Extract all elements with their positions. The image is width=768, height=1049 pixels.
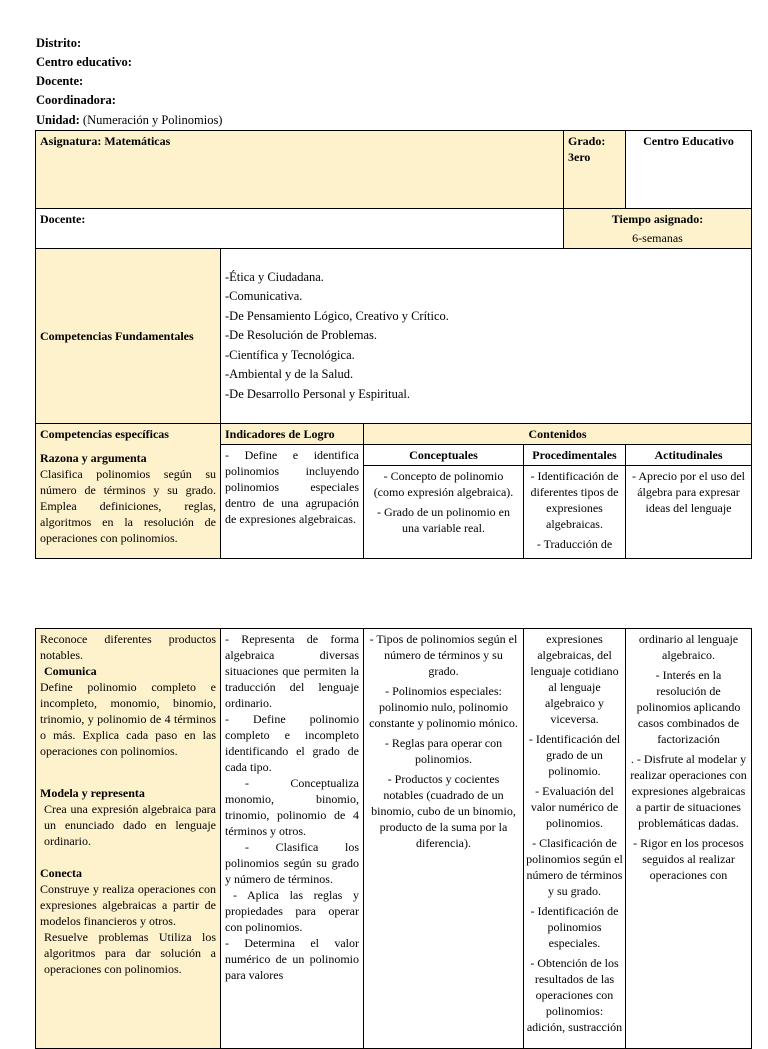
conceptuales-cell [364,629,524,1049]
tiempo-value: 6-semanas [632,231,683,245]
conceptual-item: - Productos y cocientes notables (cuadrado de un binomio, cubo de un binomio, producto de la suma por la diferencia). [371,772,516,850]
planning-table-1 [35,130,752,559]
indicador-cell: - Define e identifica polinomios incluyendo polinomios especiales dentro de una agrupación de expresiones algebraicas. [221,445,364,559]
procedimental-item: expresiones algebraicas, del lenguaje cotidiano al lenguaje algebraico y viceversa. [530,632,619,726]
centro-educativo-label: Centro educativo: [36,55,132,69]
contenidos-label: Contenidos [364,424,752,445]
procedimentales-cell [524,629,626,1049]
competencias-fundamentales-list [221,249,752,424]
competencia-item: -Ética y Ciudadana. [225,269,324,284]
indicador-item: - Conceptualiza monomio, binomio, trinomio, polinomio de 4 términos y otros. [225,776,359,838]
asignatura-cell: Asignatura: Matemáticas [36,131,564,209]
grado-cell [564,131,626,209]
competencias-cell [36,629,221,1049]
procedimentales-label: Procedimentales [524,445,626,466]
indicador-item: - Aplica las reglas y propiedades para operar con polinomios. [225,888,359,934]
tiempo-cell [564,209,752,249]
competencias-especificas-label: Competencias específicas [40,427,169,441]
actitudinal-item: - Rigor en los procesos seguidos al realizar operaciones con [633,836,744,882]
actitudinal-item: . - Disfrute al modelar y realizar operaciones con expresiones algebraicas a partir de situaciones problemáticas dadas. [630,752,747,830]
competencia-item: -Comunicativa. [225,289,303,304]
conceptual-item: - Concepto de polinomio (como expresión algebraica). [373,469,514,499]
indicador-item: - Representa de forma algebraica diversas situaciones que permiten la traducción del lenguaje ordinario. [225,632,359,710]
unidad-line: Unidad: (Numeración y Polinomios) [36,113,223,127]
reconoce-text: Reconoce diferentes productos notables. [40,632,216,662]
docente-cell: Docente: [36,209,564,249]
conceptual-item: - Grado de un polinomio en una variable real. [377,505,510,535]
planning-table-2 [35,628,752,1049]
actitudinales-label: Actitudinales [626,445,752,466]
competencia-item: -De Resolución de Problemas. [225,328,378,343]
resuelve-text: Resuelve problemas Utiliza los algoritmos para dar solución a operaciones con polinomios. [44,930,216,976]
procedimental-item: - Identificación de polinomios especiales. [530,904,619,950]
conceptuales-cell [364,466,524,559]
modela-text: Crea una expresión algebraica para un enunciado dado en lenguaje ordinario. [44,802,216,848]
indicador-item: - Clasifica los polinomios según su grado y número de términos. [225,840,359,886]
conecta-heading: Conecta [40,866,82,880]
conceptual-item: - Tipos de polinomios según el número de términos y su grado. [369,632,518,678]
competencia-item: -De Pensamiento Lógico, Creativo y Crítico. [225,308,449,323]
procedimental-item: - Evaluación del valor numérico de polinomios. [530,784,619,830]
distrito-label: Distrito: [36,36,82,50]
actitudinales-cell: - Aprecio por el uso del álgebra para expresar ideas del lenguaje [626,466,752,559]
indicadores-cell [221,629,364,1049]
actitudinales-cell [626,629,752,1049]
competencia-item: -Ambiental y de la Salud. [225,367,354,382]
tiempo-label: Tiempo asignado: [611,212,704,226]
modela-heading: Modela y representa [40,786,145,800]
indicador-item: - Determina el valor numérico de un polinomio para valores [225,936,359,982]
competencias-fundamentales-label: Competencias Fundamentales [36,249,221,424]
razona-heading: Razona y argumenta [40,451,147,465]
procedimental-item: - Identificación del grado de un polinomio. [528,732,621,778]
procedimental-item: - Obtención de los resultados de las operaciones con polinomios: adición, sustracción [526,956,623,1034]
grado-label: Grado: [568,134,606,148]
competencia-item: -Científica y Tecnológica. [225,347,355,362]
indicador-item: - Define polinomio completo e incompleto identificando el grado de cada tipo. [225,712,359,774]
comunica-text: Define polinomio completo e incompleto, monomio, binomio, trinomio, y polinomio de 4 términos o más. Explica cada paso en las operaciones con polinomios. [40,680,216,758]
indicadores-label: Indicadores de Logro [221,424,364,445]
razona-text: Clasifica polinomios según su número de términos y su grado. Emplea definiciones, reglas, algoritmos en la resolución de operaciones con polinomios. [40,467,216,545]
conceptual-item: - Reglas para operar con polinomios. [384,736,503,766]
coordinadora-label: Coordinadora: [36,93,116,107]
conceptuales-label: Conceptuales [364,445,524,466]
actitudinal-item: ordinario al lenguaje algebraico. [638,632,739,662]
procedimental-item: - Identificación de diferentes tipos de expresiones algebraicas. [530,469,619,531]
grado-value: 3ero [568,150,591,164]
comunica-heading: Comunica [44,664,97,678]
unidad-value: (Numeración y Polinomios) [82,113,223,127]
conecta-text: Construye y realiza operaciones con expresiones algebraicas a partir de modelos financieros y otros. [40,882,216,928]
procedimental-item: - Clasificación de polinomios según el número de términos y su grado. [526,836,623,898]
procedimental-item: - Traducción de [536,537,613,551]
competencias-especificas-cell [36,424,221,559]
docente-label: Docente: [36,74,84,88]
conceptual-item: - Polinomios especiales: polinomio nulo, polinomio constante y polinomio mónico. [369,684,518,730]
competencia-item: -De Desarrollo Personal y Espiritual. [225,386,411,401]
centro-educativo-cell: Centro Educativo [626,131,752,209]
procedimentales-cell [524,466,626,559]
actitudinal-item: - Interés en la resolución de polinomios aplicando casos combinados de factorización [636,668,741,746]
